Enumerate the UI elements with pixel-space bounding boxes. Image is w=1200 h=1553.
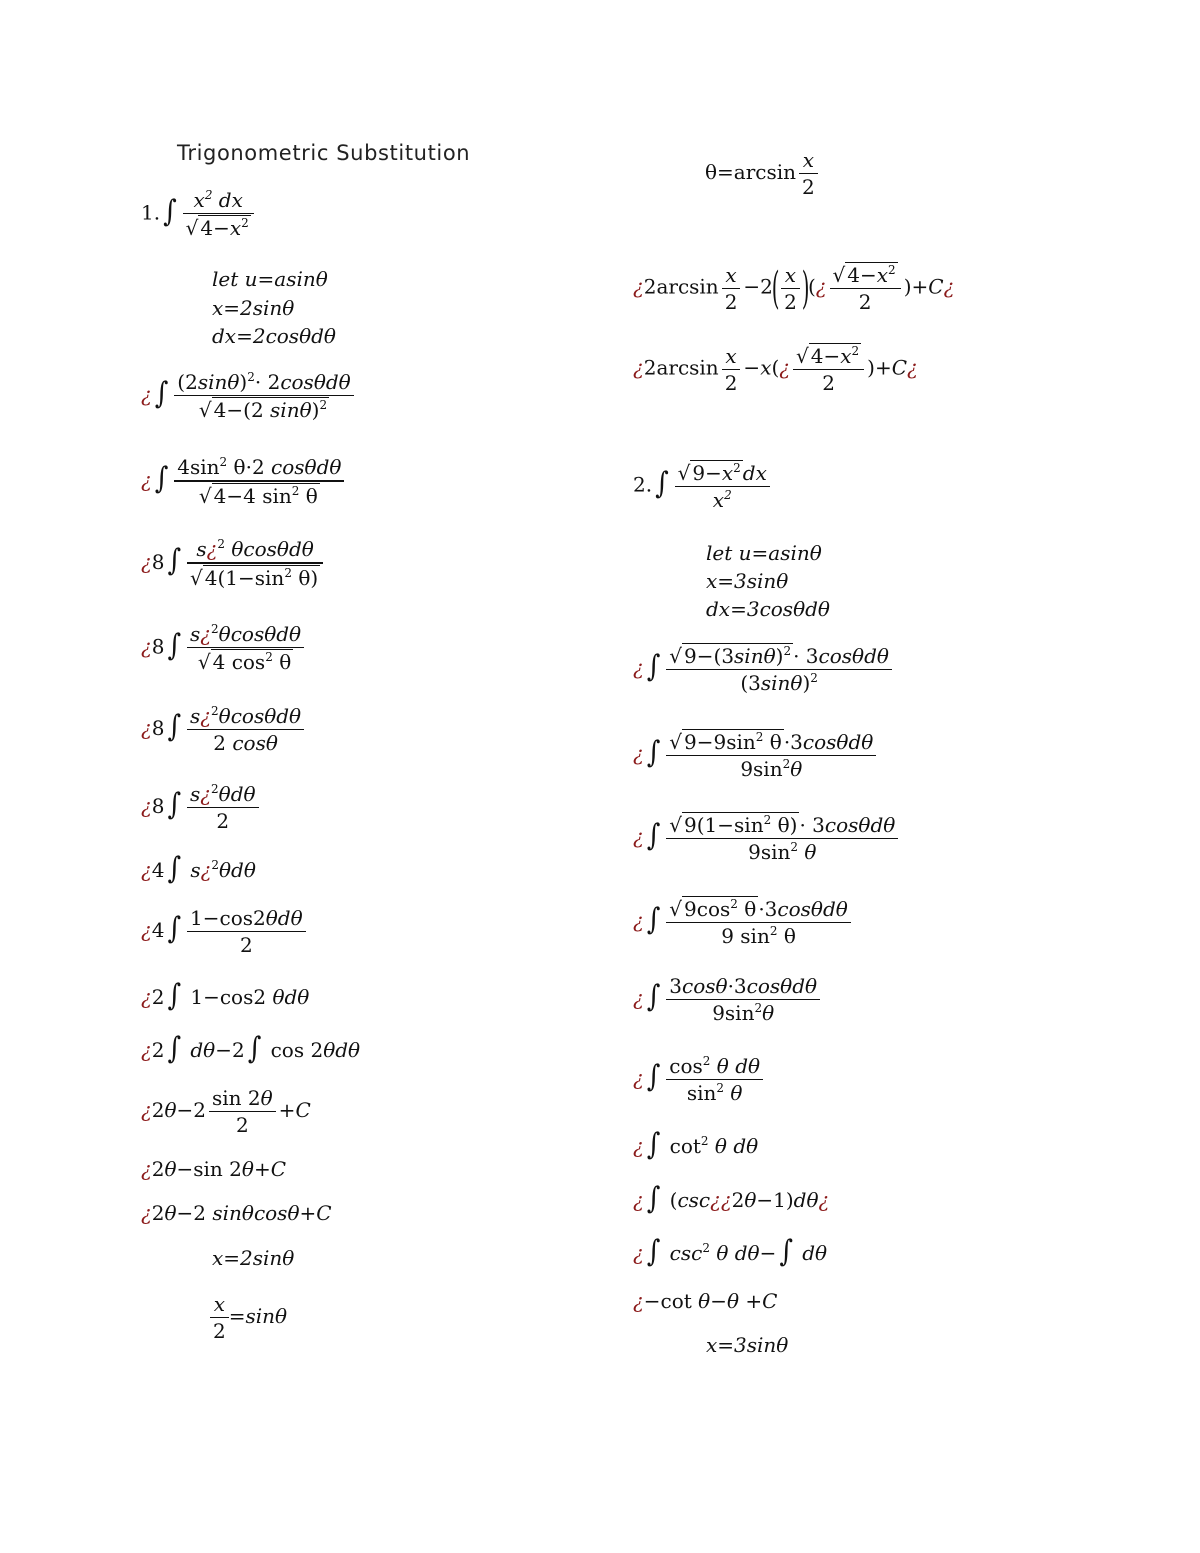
encoding-glyph: ¿ bbox=[200, 782, 212, 806]
encoding-glyph: ¿ bbox=[141, 918, 152, 942]
encoding-glyph: ¿ bbox=[633, 1241, 644, 1265]
step-13: ¿2θ−2 sinθcosθ+C bbox=[141, 1201, 332, 1225]
step-3: ¿8 ∫ $\frac{s¿^2 \theta\cos\theta d\theta}{√ 4(1-\sin^2 \theta)}$ bbox=[141, 537, 326, 590]
encoding-glyph: ¿ bbox=[141, 634, 152, 659]
encoding-glyph: ¿ bbox=[818, 1188, 830, 1212]
encoding-glyph: ¿ bbox=[141, 858, 152, 882]
x-substitution: x=2sinθ bbox=[212, 296, 295, 320]
encoding-glyph: ¿ bbox=[141, 382, 152, 407]
page-title: Trigonometric Substitution bbox=[177, 141, 471, 165]
step-7: ¿4 ∫ s¿$^2$θdθ bbox=[141, 851, 256, 887]
step-11: ¿2θ−2 $\frac{\sin 2\theta}{2}$ +C bbox=[141, 1086, 311, 1137]
encoding-glyph: ¿ bbox=[200, 704, 212, 728]
encoding-glyph: ¿ bbox=[633, 986, 644, 1010]
encoding-glyph: ¿ bbox=[815, 274, 827, 299]
encoding-glyph: ¿ bbox=[206, 537, 218, 561]
theta-equation: θ=arcsin bbox=[705, 160, 797, 184]
encoding-glyph: ¿ bbox=[141, 1098, 152, 1122]
step-12: ¿2θ−sin 2θ+C bbox=[141, 1157, 287, 1181]
encoding-glyph: ¿ bbox=[141, 1157, 152, 1181]
step-10: ¿2 ∫ dθ−2 ∫ cos 2θdθ bbox=[141, 1031, 361, 1067]
problem-1: 1. ∫ $\frac{x^2 dx}{√ 4-x^2}$ bbox=[141, 188, 257, 240]
encoding-glyph: ¿ bbox=[907, 355, 918, 380]
encoding-glyph: ¿ bbox=[720, 1188, 732, 1212]
p2-step-7: ¿ ∫ $\cot^2 \theta$ dθ bbox=[633, 1127, 759, 1163]
let-substitution-2: let u=asinθ bbox=[706, 541, 822, 565]
encoding-glyph: ¿ bbox=[141, 985, 152, 1009]
encoding-glyph: ¿ bbox=[141, 794, 152, 818]
encoding-glyph: ¿ bbox=[633, 655, 644, 680]
dx-substitution: dx=2cosθdθ bbox=[212, 324, 336, 348]
p2-step-1: ¿ ∫ $\frac{√ 9-(3\sin\theta)^2 \cdot 3\cos\theta d\theta}{(3\sin\theta)^2}$ bbox=[633, 643, 895, 695]
dx-substitution-2: dx=3cosθdθ bbox=[706, 597, 830, 621]
sin-theta-equation: =sinθ bbox=[228, 1304, 288, 1328]
step-6: ¿8 ∫ $\frac{s¿^2\theta d\theta}{2}$ bbox=[141, 782, 262, 833]
problem-2: 2. ∫ $\frac{√ 9-x^2 dx}{x^2}$ bbox=[633, 460, 773, 512]
encoding-glyph: ¿ bbox=[141, 716, 152, 740]
p2-step-10: ¿−cot θ−θ +C bbox=[633, 1289, 778, 1313]
encoding-glyph: ¿ bbox=[633, 741, 644, 766]
theta-arcsin: θ=arcsin $\frac{x}{2}$ bbox=[705, 148, 821, 199]
x-over-2: $\frac{x}{2}$ =sinθ bbox=[210, 1292, 287, 1343]
encoding-glyph: ¿ bbox=[200, 858, 212, 882]
encoding-glyph: ¿ bbox=[710, 1188, 721, 1212]
encoding-glyph: ¿ bbox=[633, 1066, 644, 1090]
x-substitution-2: x=3sinθ bbox=[706, 569, 789, 593]
back-substitution-1: ¿2arcsin $\frac{x}{2}$ −2( $\frac{x}{2}$ )(¿ $\frac{√ 4-x^2}{2}$ )+C¿ bbox=[633, 262, 955, 314]
x-equals-3sin: x=3sinθ bbox=[706, 1333, 789, 1357]
step-4: ¿8 ∫ $\frac{s¿^2\theta\cos\theta d\theta}{√ 4 \cos^2 \theta}$ bbox=[141, 622, 307, 674]
p2-step-2: ¿ ∫ $\frac{√ 9-9\sin^2 \theta \cdot 3\cos\theta d\theta}{9\sin^2\theta}$ bbox=[633, 729, 879, 781]
step-8: ¿4 ∫ $\frac{\text{1−cos2θdθ}}{2}$ bbox=[141, 906, 309, 957]
encoding-glyph: ¿ bbox=[633, 1134, 644, 1158]
step-5: ¿8 ∫ $\frac{s¿^2\theta\cos\theta d\theta}{2 \cos\theta}$ bbox=[141, 704, 307, 755]
encoding-glyph: ¿ bbox=[141, 468, 152, 492]
encoding-glyph: ¿ bbox=[779, 355, 791, 380]
encoding-glyph: ¿ bbox=[633, 1289, 644, 1313]
problem-number: 2. bbox=[633, 472, 653, 497]
let-substitution: let u=asinθ bbox=[212, 267, 328, 291]
back-substitution-2: ¿2arcsin $\frac{x}{2}$ −x(¿ $\frac{√ 4-x^2}{2}$ )+C¿ bbox=[633, 343, 918, 395]
x-equals-2sin: x=2sinθ bbox=[212, 1246, 295, 1270]
encoding-glyph: ¿ bbox=[200, 622, 212, 646]
encoding-glyph: ¿ bbox=[633, 355, 644, 380]
step-2: ¿ ∫ $\frac{4\sin^2 \theta\cdot 2 \cos\theta d\theta}{√ 4-4 \sin^2 \theta}$ bbox=[141, 455, 347, 508]
p2-step-5: ¿ ∫ $\frac{\text{3cosθ·3cosθdθ}}{9\sin^2\theta}$ bbox=[633, 974, 823, 1025]
encoding-glyph: ¿ bbox=[141, 1201, 152, 1225]
encoding-glyph: ¿ bbox=[141, 550, 152, 574]
problem-number: 1. bbox=[141, 200, 161, 225]
p2-step-6: ¿ ∫ $\frac{\cos^2 \theta d\theta}{\sin^2 \theta}$ bbox=[633, 1054, 766, 1105]
encoding-glyph: ¿ bbox=[633, 908, 644, 933]
p2-step-9: ¿ ∫ $\csc^2 \theta$ dθ− ∫ dθ bbox=[633, 1234, 828, 1270]
encoding-glyph: ¿ bbox=[141, 1038, 152, 1062]
encoding-glyph: ¿ bbox=[633, 824, 644, 849]
encoding-glyph: ¿ bbox=[633, 274, 644, 299]
encoding-glyph: ¿ bbox=[633, 1188, 644, 1212]
p2-step-8: ¿ ∫ (csc¿¿2θ−1)dθ¿ bbox=[633, 1181, 830, 1217]
step-9: ¿2 ∫ 1−cos2 θdθ bbox=[141, 978, 310, 1014]
encoding-glyph: ¿ bbox=[943, 274, 955, 299]
step-1: ¿ ∫ $\frac{(2\sin\theta)^2\cdot 2\cos\theta d\theta}{√ 4-(2 \sin\theta)^2}$ bbox=[141, 370, 357, 422]
p2-step-3: ¿ ∫ $\frac{√ 9(1-\sin^2 \theta) \cdot 3\cos\theta d\theta}{9\sin^2 \theta}$ bbox=[633, 812, 901, 864]
p2-step-4: ¿ ∫ $\frac{√ 9\cos^2 \theta \cdot 3\cos\theta d\theta}{9 \sin^2 \theta}$ bbox=[633, 896, 854, 948]
